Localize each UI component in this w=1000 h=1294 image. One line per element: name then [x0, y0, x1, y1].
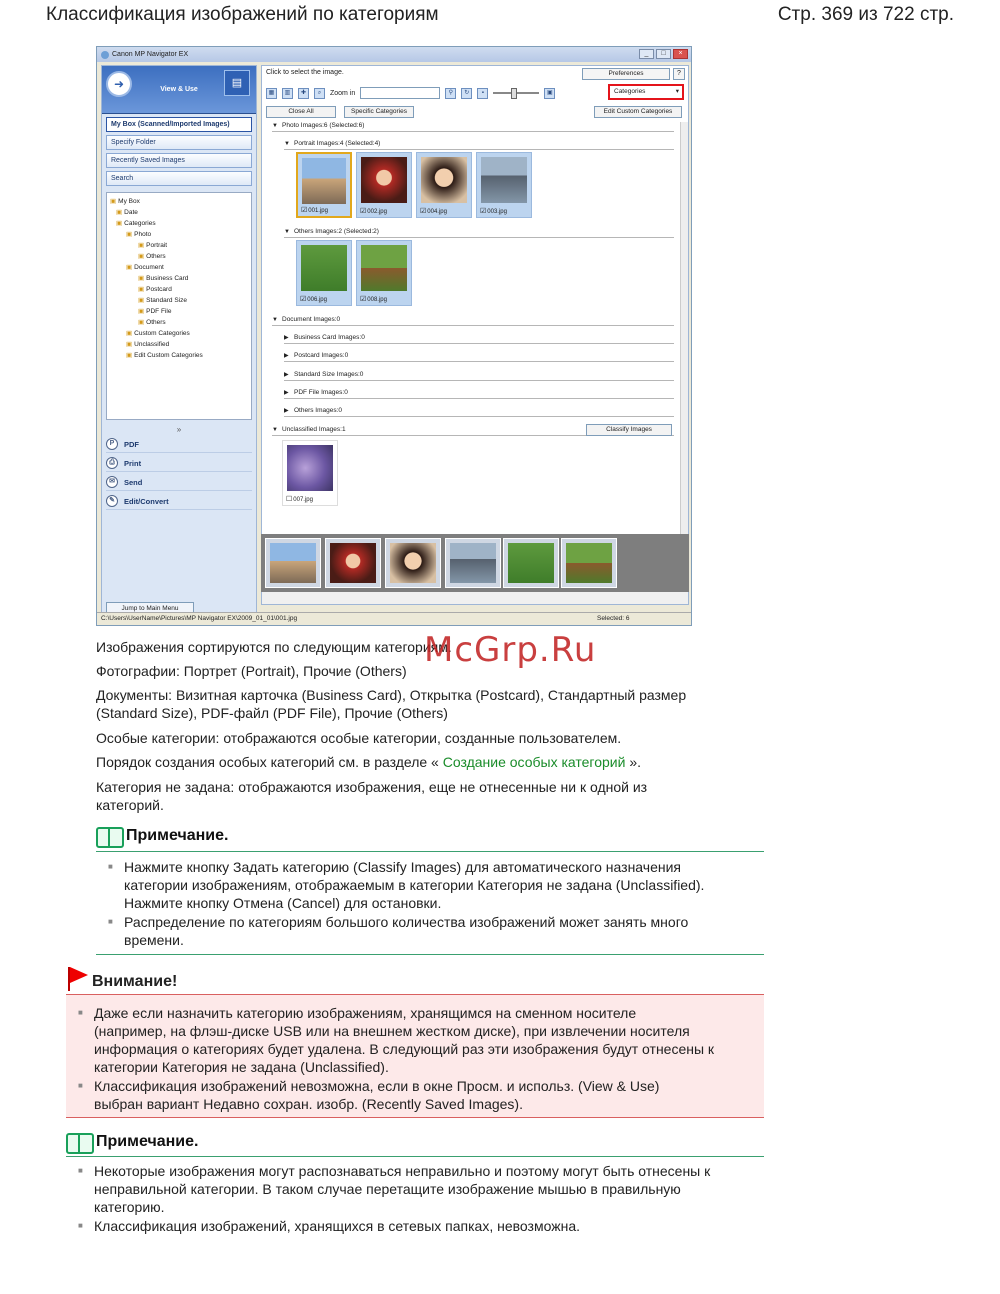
photo-image — [361, 245, 407, 291]
tree-item-unclassified[interactable]: ▣ Unclassified — [110, 339, 248, 350]
thumbnail-001[interactable] — [296, 152, 352, 218]
action-print[interactable] — [106, 455, 252, 472]
section-postcard[interactable]: ▶ Postcard Images:0 — [284, 352, 674, 362]
app-icon — [101, 51, 109, 59]
photo-image — [481, 157, 527, 203]
status-selected: Selected: 6 — [597, 615, 630, 622]
thumbnail-caption: ☑ 006.jpg — [300, 295, 327, 303]
refresh-icon[interactable]: ↻ — [461, 88, 472, 99]
divider — [66, 994, 764, 995]
view-category-select[interactable]: Categories ▾ — [608, 84, 684, 100]
tray-item[interactable] — [325, 538, 381, 588]
list-item: ■ Классификация изображений невозможна, если в окне Просм. и использ. (View & Use) выбран вариант Недавно сохран. изобр. (Recently Saved Images). — [66, 1077, 764, 1113]
divider — [66, 1156, 764, 1157]
note-list — [66, 1162, 764, 1236]
list-item: ■ Даже если назначить категорию изображениям, хранящимся на сменном носителе (например, на флэш-диске USB или на внешнем жестком диске), при извлечении носителя информация о категориях будет удалена. В следующий раз эти изображения будут отнесены к категории Категория не задана (Unclassified). — [66, 1004, 764, 1076]
tree-item-edit-custom[interactable]: ▣ Edit Custom Categories — [110, 350, 248, 361]
window-titlebar — [97, 47, 691, 62]
photo-image — [566, 543, 612, 583]
tray-item[interactable] — [503, 538, 559, 588]
jump-to-main-menu-button[interactable]: Jump to Main Menu — [106, 602, 194, 615]
tree-item-portrait[interactable]: ▣ Portrait — [110, 240, 248, 251]
action-edit-convert[interactable] — [106, 493, 252, 510]
action-send[interactable] — [106, 474, 252, 491]
photo-image — [508, 543, 554, 583]
thumbnail-caption: ☑ 003.jpg — [480, 207, 507, 215]
action-label: Send — [124, 477, 143, 487]
action-label: Edit/Convert — [124, 496, 169, 506]
note-title: Примечание. — [96, 1133, 199, 1150]
section-portrait[interactable]: ▼ Portrait Images:4 (Selected:4) — [284, 140, 674, 150]
paragraph-custom: Особые категории: отображаются особые категории, созданные пользователем. — [96, 730, 622, 746]
divider — [96, 954, 764, 955]
tree-item-document[interactable]: ▣ Document — [110, 262, 248, 273]
view-use-icon: ▤ — [224, 70, 250, 96]
grid-view-icon[interactable]: ▦ — [266, 88, 277, 99]
warning-heading — [66, 967, 177, 991]
photo-image — [270, 543, 316, 583]
list-item: ■ Распределение по категориям большого количества изображений может занять много времени. — [96, 913, 764, 949]
thumbnail-caption: ☑ 004.jpg — [420, 207, 447, 215]
vertical-scrollbar[interactable] — [680, 122, 688, 574]
photo-image — [302, 158, 346, 204]
nav-my-box[interactable]: My Box (Scanned/Imported Images) — [106, 117, 252, 132]
hint-text: Click to select the image. — [266, 69, 344, 76]
watermark: McGrp.Ru — [424, 630, 597, 670]
tree-item-business-card[interactable]: ▣ Business Card — [110, 273, 248, 284]
main-panel — [261, 65, 689, 605]
tree-item-photo[interactable]: ▣ Photo — [110, 229, 248, 240]
nav-recently-saved[interactable]: Recently Saved Images — [106, 153, 252, 168]
nav-search[interactable]: Search — [106, 171, 252, 186]
tree-item-categories[interactable]: ▣ Categories — [110, 218, 248, 229]
action-pdf[interactable] — [106, 436, 252, 453]
paragraph-unclassified-2: категорий. — [96, 797, 164, 813]
tray-item[interactable] — [561, 538, 617, 588]
pencil-icon: ✎ — [106, 495, 118, 507]
photo-image — [330, 543, 376, 583]
tree-item-photo-others[interactable]: ▣ Others — [110, 251, 248, 262]
tree-item-my-box[interactable]: ▣ My Box — [110, 196, 248, 207]
book-icon — [66, 1132, 92, 1152]
mode-banner — [102, 66, 256, 114]
status-bar — [97, 612, 691, 625]
flag-icon — [66, 967, 88, 991]
paragraph-unclassified-1: Категория не задана: отображаются изображения, еще не отнесенные ни к одной из — [96, 779, 648, 795]
back-arrow-icon[interactable]: ➜ — [106, 71, 132, 97]
tree-item-doc-others[interactable]: ▣ Others — [110, 317, 248, 328]
thumbnail-caption: ☑ 002.jpg — [360, 207, 387, 215]
small-image-icon: ▪ — [477, 88, 488, 99]
zoom-in-icon[interactable]: ⌕ — [314, 88, 325, 99]
window-title: Canon MP Navigator EX — [112, 51, 189, 58]
preferences-button[interactable]: Preferences — [582, 68, 670, 80]
tag-icon[interactable]: ✚ — [298, 88, 309, 99]
close-icon[interactable]: × — [673, 49, 688, 59]
selection-tray — [261, 534, 689, 592]
warning-title: Внимание! — [92, 973, 178, 990]
thumbnail-view-icon[interactable]: ▥ — [282, 88, 293, 99]
category-list — [266, 122, 680, 574]
mode-label: View & Use — [160, 86, 198, 93]
tray-item[interactable] — [265, 538, 321, 588]
action-label: PDF — [124, 439, 139, 449]
pdf-icon: P — [106, 438, 118, 450]
section-pdf-file[interactable]: ▶ PDF File Images:0 — [284, 389, 674, 399]
print-icon: ⎙ — [106, 457, 118, 469]
photo-image — [450, 543, 496, 583]
divider — [96, 851, 764, 852]
section-unclassified[interactable]: ▼ Unclassified Images:1 — [272, 426, 674, 436]
help-button[interactable]: ? — [673, 68, 685, 80]
thumbnail-caption: ☑ 008.jpg — [360, 295, 387, 303]
nav-specify-folder[interactable]: Specify Folder — [106, 135, 252, 150]
action-label: Print — [124, 458, 142, 468]
section-document[interactable]: ▼ Document Images:0 — [272, 316, 674, 326]
list-item: ■ Нажмите кнопку Задать категорию (Classify Images) для автоматического назначения категории изображениям, отображаемым в категории Категория не задана (Unclassified). Нажмите кнопку Отмена (Cancel) для остановки. — [96, 858, 764, 912]
page-counter: Стр. 369 из 722 стр. — [777, 4, 954, 25]
paragraph-custom-link: Порядок создания особых категорий см. в разделе « Создание особых категорий ». — [96, 754, 642, 770]
thumbnail-002[interactable] — [356, 152, 412, 218]
paragraph-documents-2: (Standard Size), PDF-файл (PDF File), Прочие (Others) — [96, 705, 448, 721]
edit-custom-categories-button[interactable]: Edit Custom Categories — [594, 106, 682, 118]
zoom-in-label: Zoom in — [330, 89, 356, 97]
tree-item-postcard[interactable]: ▣ Postcard — [110, 284, 248, 295]
note-title: Примечание. — [126, 827, 229, 844]
large-image-icon: ▣ — [544, 88, 555, 99]
note-heading — [96, 826, 228, 846]
tray-item[interactable] — [385, 538, 441, 588]
note-heading — [66, 1132, 198, 1152]
photo-image — [287, 445, 333, 491]
thumbnail-007[interactable] — [282, 440, 338, 506]
search-icon[interactable]: ⚲ — [445, 88, 456, 99]
maximize-icon[interactable]: □ — [656, 49, 671, 59]
thumbnail-size-slider[interactable] — [493, 92, 539, 94]
list-item: ■ Классификация изображений, хранящихся в сетевых папках, невозможна. — [66, 1217, 764, 1235]
tree-item-date[interactable]: ▣ Date — [110, 207, 248, 218]
list-item: ■ Некоторые изображения могут распознаваться неправильно и поэтому могут быть отнесены к неправильной категории. В таком случае перетащите изображение мышью в правильную категорию. — [66, 1162, 764, 1216]
thumbnail-006[interactable] — [296, 240, 352, 306]
left-panel — [101, 65, 257, 620]
warning-list — [66, 1004, 764, 1114]
send-icon: ✉ — [106, 476, 118, 488]
photo-image — [421, 157, 467, 203]
photo-image — [390, 543, 436, 583]
book-icon — [96, 826, 122, 846]
tree-item-standard-size[interactable]: ▣ Standard Size — [110, 295, 248, 306]
section-business-card[interactable]: ▶ Business Card Images:0 — [284, 334, 674, 344]
tree-item-pdf-file[interactable]: ▣ PDF File — [110, 306, 248, 317]
tray-item[interactable] — [445, 538, 501, 588]
section-photo[interactable]: ▼ Photo Images:6 (Selected:6) — [272, 122, 674, 132]
specific-categories-button[interactable]: Specific Categories — [344, 106, 414, 118]
paragraph-photos: Фотографии: Портрет (Portrait), Прочие (Others) — [96, 663, 407, 679]
thumbnail-003[interactable] — [476, 152, 532, 218]
section-doc-others[interactable]: ▶ Others Images:0 — [284, 407, 674, 417]
search-input[interactable] — [360, 87, 440, 99]
photo-image — [301, 245, 347, 291]
thumbnail-caption: ☐ 007.jpg — [286, 495, 313, 503]
page-title: Классификация изображений по категориям — [46, 4, 439, 25]
thumbnail-004[interactable] — [416, 152, 472, 218]
status-path: C:\Users\UserName\Pictures\MP Navigator EX\2009_01_01\001.jpg — [101, 615, 298, 622]
folder-tree — [106, 192, 252, 420]
custom-categories-link[interactable]: Создание особых категорий — [442, 754, 626, 770]
thumbnail-008[interactable] — [356, 240, 412, 306]
paragraph-documents-1: Документы: Визитная карточка (Business Card), Открытка (Postcard), Стандартный размер — [96, 687, 687, 703]
tree-item-custom-categories[interactable]: ▣ Custom Categories — [110, 328, 248, 339]
classify-images-button[interactable]: Classify Images — [586, 424, 672, 436]
section-photo-others[interactable]: ▼ Others Images:2 (Selected:2) — [284, 228, 674, 238]
photo-image — [361, 157, 407, 203]
app-screenshot — [96, 46, 692, 626]
section-standard-size[interactable]: ▶ Standard Size Images:0 — [284, 371, 674, 381]
minimize-icon[interactable]: _ — [639, 49, 654, 59]
paragraph-intro: Изображения сортируются по следующим категориям. — [96, 639, 452, 655]
collapse-chevron-icon[interactable]: » — [176, 425, 182, 434]
note-list — [96, 858, 764, 950]
close-all-button[interactable]: Close All — [266, 106, 336, 118]
thumbnail-caption: ☑ 001.jpg — [301, 206, 328, 214]
